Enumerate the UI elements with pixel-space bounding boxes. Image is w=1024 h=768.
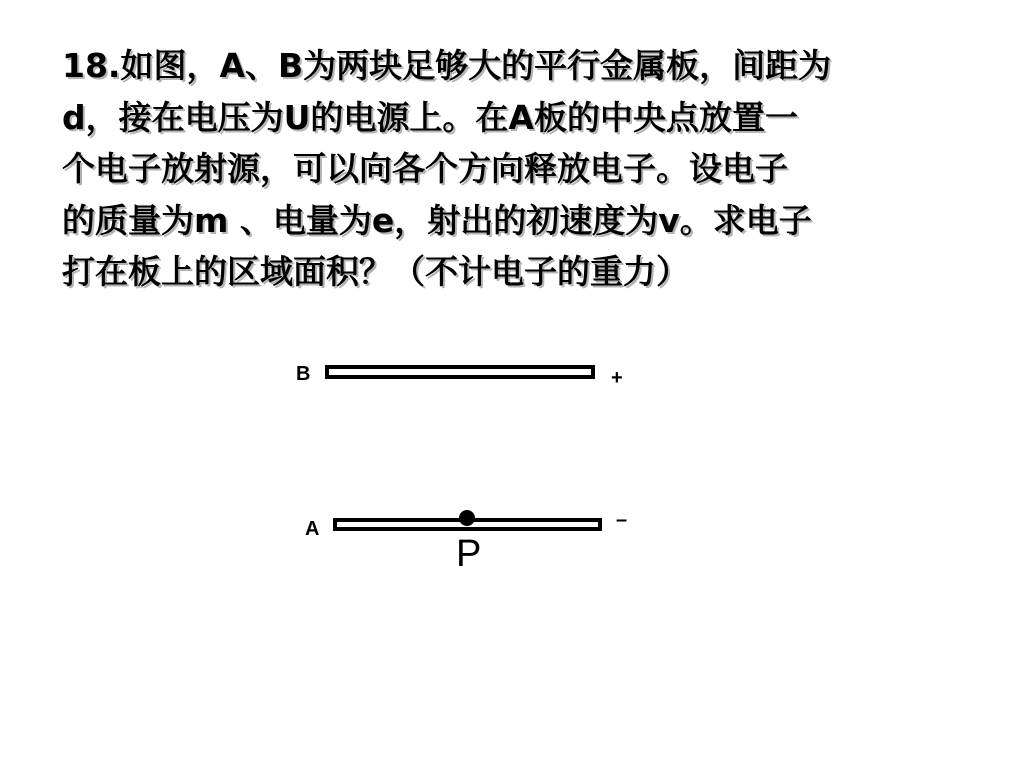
plate-b-sign: +	[611, 367, 623, 389]
problem-line-5: 打在板上的区域面积？（不计电子的重力）	[62, 252, 689, 291]
source-label: P	[456, 533, 482, 575]
electron-source-dot	[459, 510, 475, 526]
plate-b-label: B	[296, 363, 311, 385]
problem-line-3: 个电子放射源，可以向各个方向释放电子。设电子	[62, 149, 788, 188]
plate-b	[327, 367, 593, 377]
problem-line-4: 的质量为m 、电量为e，射出的初速度为v。求电子	[62, 200, 812, 240]
plate-a-label: A	[305, 518, 320, 540]
problem-line-1: 18.如图，A、B为两块足够大的平行金属板，间距为	[62, 46, 832, 85]
plate-a-sign: –	[616, 509, 628, 531]
problem-line-2: d，接在电压为U的电源上。在A板的中央点放置一	[62, 97, 798, 137]
